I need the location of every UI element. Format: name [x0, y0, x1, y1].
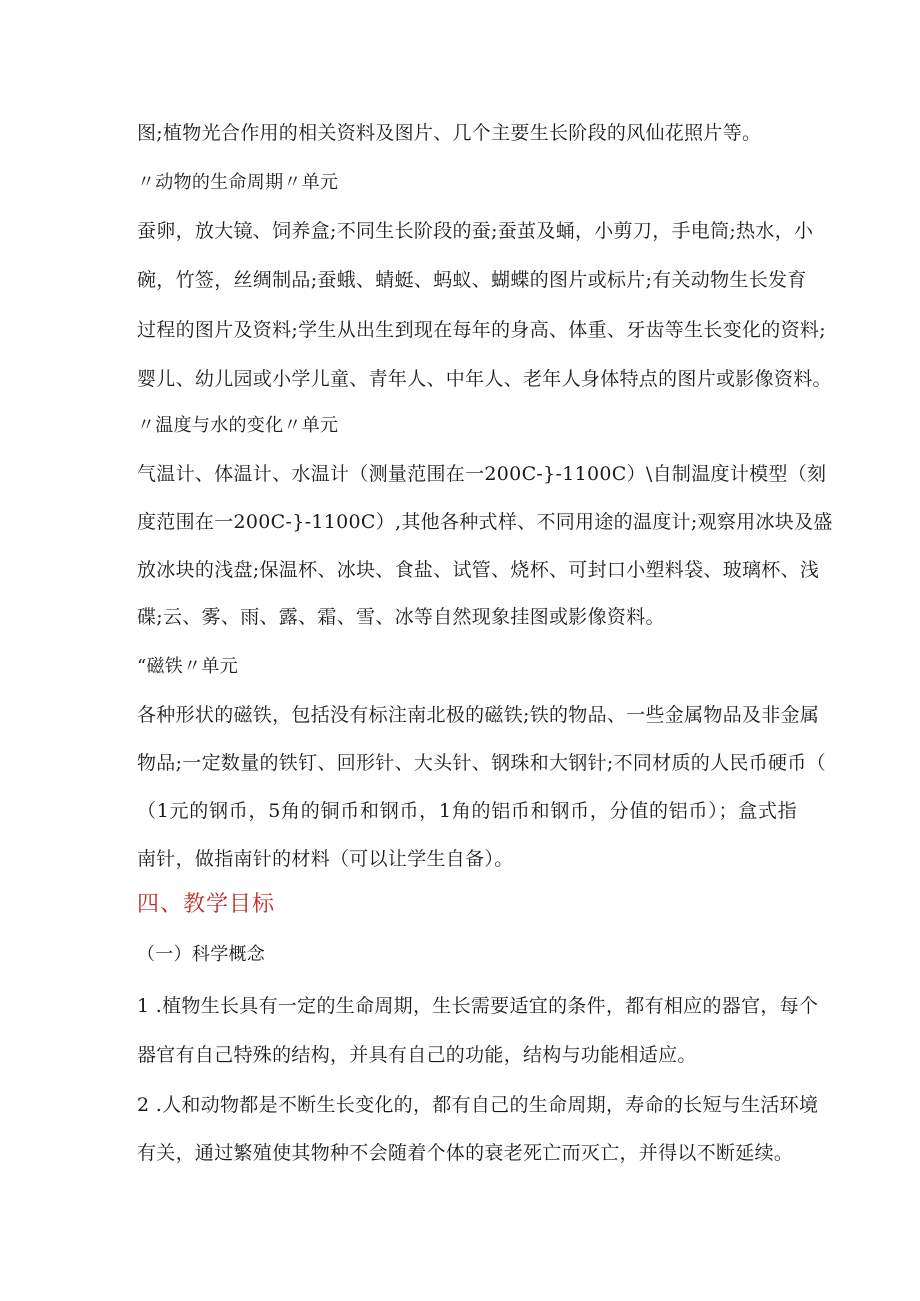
text-line: 气温计、体温计、水温计（测量范围在一200C-}-1100C）\自制温度计模型（刻 — [137, 463, 827, 485]
subsection-heading: （一）科学概念 — [137, 944, 266, 965]
unit-title-temperature-water: 〃温度与水的变化〃单元 — [137, 415, 339, 436]
text-line: （1元的钢币，5角的铜币和钢币，1角的铝币和钢币，分值的铝币）；盒式指 — [137, 800, 797, 822]
text-line: 度范围在一200C-}-1100C）,其他各种式样、不同用途的温度计;观察用冰块及盛 — [137, 511, 833, 533]
text-line: 物品;一定数量的铁钉、回形针、大头针、钢珠和大钢针;不同材质的人民币硬币（ — [137, 752, 826, 774]
concept-line: 有关，通过繁殖使其物种不会随着个体的衰老死亡而灭亡，并得以不断延续。 — [137, 1142, 794, 1164]
text-line: 碗，竹签，丝绸制品;蚕蛾、蜻蜓、蚂蚁、蝴蝶的图片或标片;有关动物生长发育 — [137, 269, 807, 291]
text-line: 放冰块的浅盘;保温杯、冰块、食盐、试管、烧杯、可封口小塑料袋、玻璃杯、浅 — [137, 559, 820, 581]
text-line: 过程的图片及资料;学生从出生到现在每年的身高、体重、牙齿等生长变化的资料; — [137, 319, 826, 341]
text-line: 图;植物光合作用的相关资料及图片、几个主要生长阶段的风仙花照片等。 — [137, 122, 762, 144]
section-heading: 四、教学目标 — [137, 892, 276, 917]
concept-line: 2 .人和动物都是不断生长变化的，都有自己的生命周期，寿命的长短与生活环境 — [137, 1094, 819, 1116]
text-line: 蚕卵，放大镜、饲养盒;不同生长阶段的蚕;蚕茧及蛹，小剪刀，手电筒;热水，小 — [137, 220, 814, 242]
unit-title-animal-life-cycle: 〃动物的生命周期〃单元 — [137, 172, 339, 193]
text-line: 婴儿、幼儿园或小学儿童、青年人、中年人、老年人身体特点的图片或影像资料。 — [137, 368, 832, 390]
concept-line: 1 .植物生长具有一定的生命周期，生长需要适宜的条件，都有相应的器官，每个 — [137, 995, 819, 1017]
text-line: 碟;云、雾、雨、露、霜、雪、冰等自然现象挂图或影像资料。 — [137, 606, 665, 628]
concept-line: 器官有自己特殊的结构，并具有自己的功能，结构与功能相适应。 — [137, 1044, 697, 1066]
text-line: 各种形状的磁铁，包括没有标注南北极的磁铁;铁的物品、一些金属物品及非金属 — [137, 704, 820, 726]
text-line: 南针，做指南针的材料（可以让学生自备）。 — [137, 848, 514, 870]
unit-title-magnet: “磁铁〃单元 — [137, 656, 239, 677]
